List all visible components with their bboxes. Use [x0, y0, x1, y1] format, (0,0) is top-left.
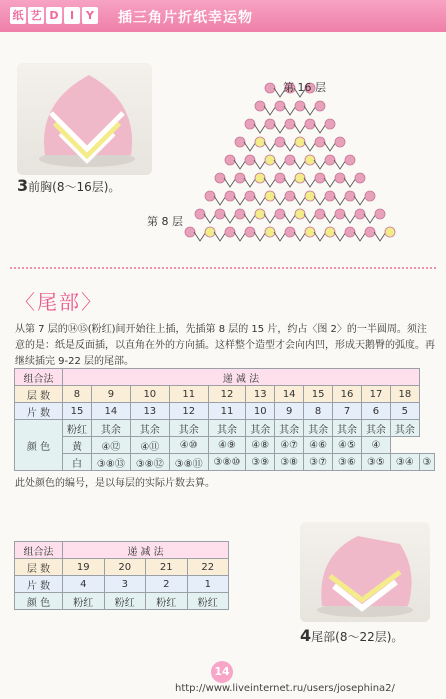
diagram-bead: [185, 227, 195, 237]
count-label: 片 数: [15, 576, 63, 593]
layer-cell: 10: [130, 386, 169, 403]
yellow-cell: ④⑫: [91, 437, 130, 454]
diagram-bead: [295, 209, 305, 219]
diagram-link: [254, 124, 266, 133]
diagram-bead: [235, 173, 245, 183]
swan-tail-illustration: [300, 522, 430, 622]
diagram-bead: [335, 173, 345, 183]
diagram-link: [294, 160, 306, 169]
diagram-bead: [345, 227, 355, 237]
body-text: 从第 7 层的⑭⑮(粉红)间开始往上插，先插第 8 层的 15 片，约占〈图 2〉的一半圆周。须注意的是：纸是反面插，以直角在外的方向插。这样整个造型才会向内凹，形成天鹅臀的弧度。再继续插完 9-22 层的尾部。: [15, 324, 435, 367]
count-label: 片 数: [15, 403, 63, 420]
diagram-bead: [305, 227, 315, 237]
brand-char: D: [46, 7, 62, 24]
figure-3-caption: [17, 176, 120, 195]
diagram-link: [264, 106, 276, 115]
count-cell: 6: [361, 403, 390, 420]
header-title: 插三角片折纸幸运物: [118, 10, 253, 26]
white-cell: ③⑨: [246, 454, 275, 471]
brand-char: Y: [82, 7, 98, 24]
diagram-bead: [235, 137, 245, 147]
yellow-label: 黄: [63, 437, 92, 454]
diagram-bead: [295, 137, 305, 147]
yellow-cell: ④⑤: [333, 437, 362, 454]
diagram-bead: [275, 137, 285, 147]
white-label: 白: [63, 454, 92, 471]
diagram-bead: [335, 209, 345, 219]
diagram-link: [224, 178, 236, 187]
figure-number: 3: [17, 176, 29, 195]
section-divider: [10, 267, 436, 269]
color-cell: 粉红: [63, 593, 105, 610]
color-cell: 粉红: [146, 593, 188, 610]
diagram-link: [374, 232, 386, 241]
diagram-link: [284, 106, 296, 115]
layer-cell: 9: [91, 386, 130, 403]
diagram-bead: [255, 137, 265, 147]
layer-cell: 8: [63, 386, 92, 403]
layer-cell: 22: [187, 559, 229, 576]
page-number: 14: [211, 661, 233, 683]
diagram-link: [254, 160, 266, 169]
diagram-link: [214, 232, 226, 241]
layer-cell: 14: [275, 386, 304, 403]
diagram-bead: [285, 227, 295, 237]
diagram-link: [284, 178, 296, 187]
diagram-link: [204, 214, 216, 223]
diagram-bead: [245, 119, 255, 129]
white-cell: ③⑦: [304, 454, 333, 471]
diagram-link: [334, 196, 346, 205]
diagram-bead: [305, 119, 315, 129]
count-cell: 12: [169, 403, 208, 420]
diagram-bead: [325, 155, 335, 165]
diagram-link: [294, 232, 306, 241]
diagram-link: [354, 232, 366, 241]
diagram-link: [264, 214, 276, 223]
white-cell: ③④: [390, 454, 419, 471]
yellow-cell: ④⑦: [275, 437, 304, 454]
diagram-bead: [265, 155, 275, 165]
diagram-link: [304, 214, 316, 223]
layers-label: 层 数: [15, 386, 63, 403]
pink-cell: 其余: [333, 420, 362, 437]
layer-cell: 21: [146, 559, 188, 576]
count-cell: 9: [275, 403, 304, 420]
method-label: 递 减 法: [63, 369, 420, 386]
diagram-bead: [275, 173, 285, 183]
diagram-bead: [345, 191, 355, 201]
pink-label: 粉红: [63, 420, 92, 437]
count-cell: 8: [304, 403, 333, 420]
diagram-link: [234, 232, 246, 241]
diagram-bead: [385, 227, 395, 237]
diagram-bead: [265, 83, 275, 93]
pink-cell: 其余: [361, 420, 390, 437]
count-cell: 5: [390, 403, 419, 420]
diagram-link: [304, 106, 316, 115]
diagram-bead: [305, 191, 315, 201]
diagram-bead: [215, 209, 225, 219]
yellow-cell: ④⑪: [130, 437, 169, 454]
diagram-bead: [285, 191, 295, 201]
swan-front-photo: [17, 63, 152, 175]
diagram-bead: [345, 155, 355, 165]
white-cell: ③⑥: [333, 454, 362, 471]
diagram-link: [334, 232, 346, 241]
diagram-link: [354, 196, 366, 205]
count-cell: 2: [146, 576, 188, 593]
diagram-link: [314, 196, 326, 205]
count-cell: 11: [208, 403, 246, 420]
footer-url: http://www.liveinternet.ru/users/josephina2/: [175, 683, 395, 694]
diagram-link: [244, 178, 256, 187]
count-cell: 1: [187, 576, 229, 593]
diagram-link: [314, 124, 326, 133]
white-cell: ③⑤: [361, 454, 390, 471]
diagram-link: [254, 232, 266, 241]
white-cell: ③: [419, 454, 434, 471]
diagram-link: [254, 196, 266, 205]
white-cell: ③⑧⑪: [169, 454, 208, 471]
method-label: 递 减 法: [63, 542, 229, 559]
figure-number: 4: [300, 626, 312, 645]
brand-badges: [10, 7, 98, 24]
diagram-link: [344, 214, 356, 223]
diagram-link: [284, 142, 296, 151]
figure-text: 尾部(8～22层)。: [311, 630, 404, 644]
diagram-bead: [315, 209, 325, 219]
diagram-link: [274, 232, 286, 241]
diagram-link: [304, 142, 316, 151]
diagram-link: [304, 178, 316, 187]
diagram-bead: [245, 227, 255, 237]
count-cell: 4: [63, 576, 105, 593]
tail-table-1: [14, 368, 435, 471]
color-note: 此处颜色的编号，是以每层的实际片数去算。: [15, 478, 215, 489]
layer-cell: 15: [304, 386, 333, 403]
swan-front-illustration: [17, 63, 152, 175]
pink-cell: 其余: [91, 420, 130, 437]
count-cell: 7: [333, 403, 362, 420]
count-cell: 3: [104, 576, 146, 593]
diagram-bead: [265, 191, 275, 201]
count-cell: 14: [91, 403, 130, 420]
brand-char: 艺: [28, 7, 44, 24]
color-cell: 粉红: [104, 593, 146, 610]
diagram-bead: [275, 209, 285, 219]
layer-cell: 11: [169, 386, 208, 403]
diagram-bead: [325, 191, 335, 201]
diagram-link: [234, 196, 246, 205]
page-header: [0, 0, 446, 32]
diagram-bead: [295, 101, 305, 111]
diagram-bead: [225, 191, 235, 201]
diagram-bead: [205, 191, 215, 201]
yellow-cell: ④⑥: [304, 437, 333, 454]
group-label: 组合法: [15, 542, 63, 559]
diagram-bead: [375, 209, 385, 219]
diagram-link: [274, 196, 286, 205]
diagram-bead: [355, 173, 365, 183]
diagram-link: [244, 142, 256, 151]
diagram-bead: [285, 155, 295, 165]
diagram-bead: [215, 173, 225, 183]
layers-label: 层 数: [15, 559, 63, 576]
layer-cell: 16: [333, 386, 362, 403]
layer-cell: 12: [208, 386, 246, 403]
count-cell: 15: [63, 403, 92, 420]
diagram-link: [274, 124, 286, 133]
diagram-bead: [275, 101, 285, 111]
diagram-bead: [315, 137, 325, 147]
diagram-bead: [225, 227, 235, 237]
layer-cell: 17: [361, 386, 390, 403]
diagram-link: [294, 124, 306, 133]
diagram-bead: [195, 209, 205, 219]
layer-cell: 19: [63, 559, 105, 576]
diagram-link: [334, 160, 346, 169]
diagram-bead: [365, 227, 375, 237]
diagram-link: [264, 178, 276, 187]
yellow-cell: ④⑧: [246, 437, 275, 454]
diagram-link: [314, 232, 326, 241]
diagram-link: [344, 178, 356, 187]
figure-4-caption: [300, 626, 403, 645]
diagram-bead: [285, 119, 295, 129]
white-cell: ③⑧⑩: [208, 454, 246, 471]
color-cell: 粉红: [187, 593, 229, 610]
diagram-link: [284, 214, 296, 223]
diagram-bead: [225, 155, 235, 165]
diagram-bead: [255, 209, 265, 219]
pink-cell: 其余: [390, 420, 419, 437]
diagram-bead: [245, 155, 255, 165]
diagram-bead: [265, 119, 275, 129]
diagram-bead: [335, 137, 345, 147]
layer-diagram: [140, 70, 440, 250]
diagram-bead: [255, 101, 265, 111]
diagram-bead: [325, 119, 335, 129]
diagram-link: [234, 160, 246, 169]
diagram-link: [244, 214, 256, 223]
diagram-link: [214, 196, 226, 205]
diagram-bead: [355, 209, 365, 219]
section-title: 〈尾部〉: [15, 290, 103, 314]
color-label: 颜 色: [15, 593, 63, 610]
pink-cell: 其余: [208, 420, 246, 437]
diagram-bead: [365, 191, 375, 201]
layer-cell: 20: [104, 559, 146, 576]
group-label: 组合法: [15, 369, 63, 386]
diagram-link: [274, 160, 286, 169]
yellow-cell: ④: [361, 437, 390, 454]
diagram-link: [364, 214, 376, 223]
diagram-bead: [245, 191, 255, 201]
diagram-bead: [315, 173, 325, 183]
brand-char: 纸: [10, 7, 26, 24]
white-cell: ③⑧⑬: [91, 454, 130, 471]
diagram-link: [224, 214, 236, 223]
tail-table-2: [14, 541, 229, 610]
pink-cell: 其余: [169, 420, 208, 437]
count-cell: 13: [130, 403, 169, 420]
diagram-link: [324, 142, 336, 151]
diagram-link: [294, 196, 306, 205]
diagram-bead: [315, 101, 325, 111]
diagram-bead: [325, 227, 335, 237]
diagram-bead: [295, 173, 305, 183]
layer-cell: 13: [246, 386, 275, 403]
brand-char: I: [64, 7, 80, 24]
diagram-bead: [305, 155, 315, 165]
diagram-bead: [205, 227, 215, 237]
diagram-link: [194, 232, 206, 241]
pink-cell: 其余: [246, 420, 275, 437]
pink-cell: 其余: [304, 420, 333, 437]
color-label: 颜 色: [15, 420, 63, 471]
diagram-link: [264, 142, 276, 151]
white-cell: ③⑧⑫: [130, 454, 169, 471]
diagram-bead: [265, 227, 275, 237]
yellow-cell: ④⑩: [169, 437, 208, 454]
swan-tail-photo: [300, 522, 430, 622]
pink-cell: 其余: [130, 420, 169, 437]
pink-cell: 其余: [275, 420, 304, 437]
diagram-label-bottom: 第 8 层: [147, 215, 183, 228]
count-cell: 10: [246, 403, 275, 420]
layer-cell: 18: [390, 386, 419, 403]
diagram-bead: [255, 173, 265, 183]
yellow-cell: ④⑨: [208, 437, 246, 454]
diagram-label-top: 第 16 层: [283, 81, 326, 94]
diagram-bead: [235, 209, 245, 219]
figure-text: 前胸(8～16层)。: [28, 180, 121, 194]
diagram-link: [324, 214, 336, 223]
diagram-link: [324, 178, 336, 187]
diagram-link: [314, 160, 326, 169]
white-cell: ③⑧: [275, 454, 304, 471]
